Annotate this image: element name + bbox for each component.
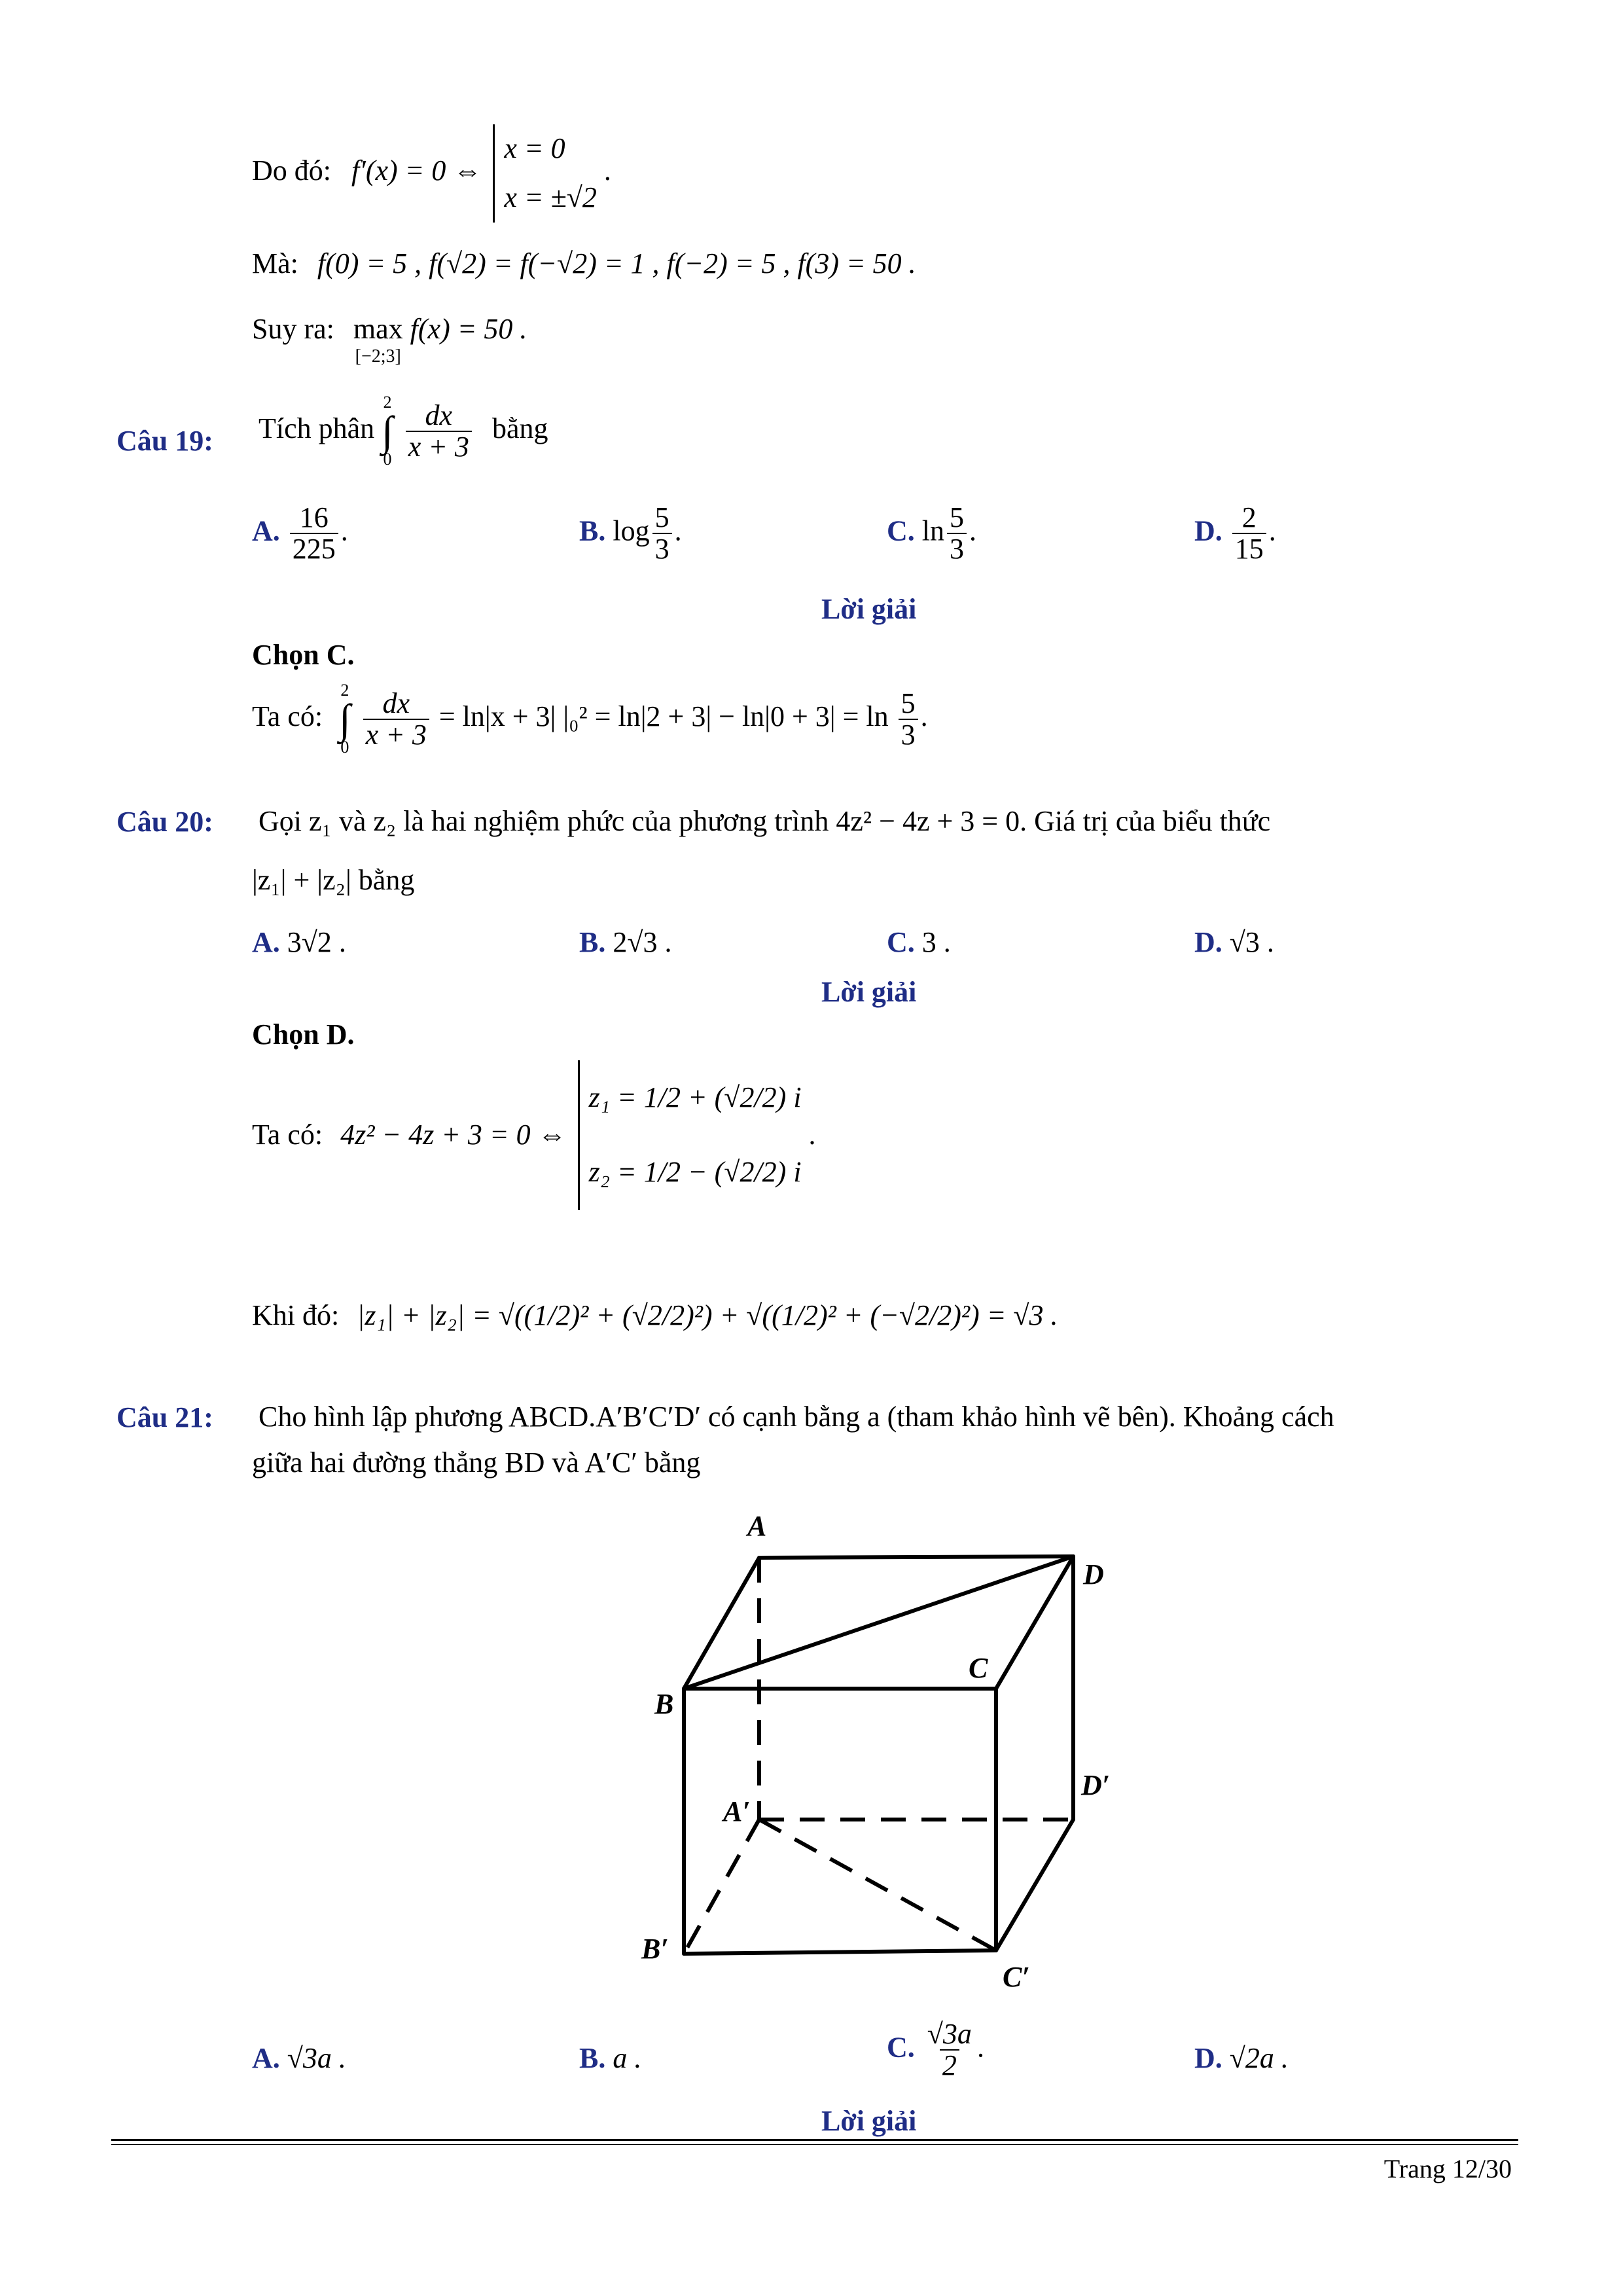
q20-roots [578,1060,802,1210]
q19-ta-co: Ta có: [252,700,323,732]
q21-choice-b-text: a . [613,2042,642,2074]
q19-solution-line: Ta có: 2 ∫ 0 $\frac{dx}{x + 3}$ = ln|x + 3| |₀² = ln|2 + 3| − ln|0 + 3| = ln $\frac{5}{3}$ . [252,681,928,757]
ma-values: f(0) = 5 , f(√2) = f(−√2) = 1 , f(−2) = 5 , f(3) = 50 . [317,247,916,279]
q20-root2: z₂ = 1/2 − (√2/2) i [588,1156,802,1189]
q21-stem-line2: giữa hai đường thẳng BD và A′C′ bằng [252,1446,701,1479]
q21-choice-a-text: √3a . [287,2042,346,2074]
q20-choice-d-label: D. [1194,926,1222,958]
edge-A1B1 [684,1820,759,1954]
q20-chosen: Chọn D. [252,1018,355,1050]
q19-a-den: 225 [290,533,338,564]
q19-frac-num: dx [425,399,453,431]
edge-C1D1 [996,1820,1073,1950]
q21-solution-title: Lời giải [821,2105,917,2137]
label-D: D [1083,1558,1104,1590]
q19-sol-num: 5 [901,687,916,719]
q21-c-num: √3a [927,2018,972,2050]
q20-choice-a-text: 3√2 . [287,926,346,958]
diag-BD [684,1556,1073,1689]
q19-d-den: 15 [1232,533,1266,564]
q19-sol-int-upper: 2 [340,681,349,700]
q20-choice-d-text: √3 . [1229,926,1274,958]
label-C: C [969,1652,988,1684]
q21-choice-a-label: A. [252,2042,280,2074]
do-do-eq: f′(x) = 0 ⇔ [351,154,482,187]
q19-c-prefix: ln [921,514,945,547]
edge-DC [996,1556,1073,1689]
q19-b-den: 3 [652,533,672,564]
suy-ra-label: Suy ra: [252,313,334,345]
q19-int-upper: 2 [383,393,392,412]
q19-stem [259,393,548,469]
q19-choice-a-label: A. [252,514,280,547]
q19-c-den: 3 [947,533,967,564]
q21-choice-b-label: B. [579,2042,606,2074]
do-do-line: Do đó: f′(x) = 0 ⇔ x = 0 x = ±√2 . [252,124,611,223]
label-C1: C′ [1003,1961,1030,1993]
q21-choice-b[interactable] [579,2042,641,2075]
label-B: B [654,1688,674,1720]
q20-choice-a-label: A. [252,926,280,958]
q20-choice-d[interactable] [1194,926,1274,960]
q19-integral: 2 ∫ 0 [382,393,393,469]
q19-a-num: 16 [299,501,329,533]
q19-b-prefix: log [613,514,650,547]
edge-B1C1 [684,1950,996,1954]
ma-line [252,247,916,281]
q21-choice-d[interactable] [1194,2042,1289,2075]
label-D1: D′ [1081,1769,1111,1801]
edge-AB [684,1558,759,1689]
do-do-case2: x = ±√2 [504,181,597,213]
q20-khi-do: Khi đó: [252,1299,340,1331]
label-B1: B′ [641,1933,669,1965]
q19-d-num: 2 [1241,501,1257,533]
q19-c-num: 5 [950,501,965,533]
q20-stem-line1: Gọi z₁ và z₂ là hai nghiệm phức của phương trình 4z² − 4z + 3 = 0. Giá trị của biểu thức [259,805,1271,837]
q19-stem-start: Tích phân [259,412,375,444]
q20-equation: 4z² − 4z + 3 = 0 ⇔ [340,1119,567,1151]
q20-choice-b-label: B. [579,926,606,958]
label-A: A [747,1510,767,1542]
q19-number: Câu 19: [116,425,213,457]
q20-choice-c-label: C. [887,926,915,958]
q19-stem-end: bằng [491,412,548,444]
q19-sol-frac-den: x + 3 [363,719,429,750]
q19-b-num: 5 [654,501,669,533]
q20-solution-title: Lời giải [821,976,917,1008]
q20-choice-c[interactable] [887,926,951,960]
edge-AD [759,1556,1073,1558]
q20-stem-line2: |z₁| + |z₂| bằng [252,864,415,896]
q19-frac-den: x + 3 [406,431,472,462]
q20-choice-b[interactable] [579,926,672,960]
footer-rule-top [111,2139,1518,2141]
do-do-cases [493,124,597,223]
q21-choice-c[interactable]: C. $\frac{√3a}{2}$ . [887,2018,984,2082]
q20-choice-c-text: 3 . [921,926,951,958]
q19-chosen: Chọn C. [252,639,355,671]
page-number: Trang 12/30 [1383,2154,1512,2183]
q19-solution-title: Lời giải [821,593,917,625]
suy-ra-max: max [353,313,403,345]
q19-choice-a[interactable]: A. $\frac{16}{225}$ . [252,501,348,565]
q20-choice-b-text: 2√3 . [613,926,672,958]
q20-ta-co: Ta có: [252,1119,323,1151]
q21-choice-c-label: C. [887,2031,915,2064]
q21-choice-d-text: √2a . [1229,2042,1289,2074]
q20-number: Câu 20: [116,806,213,838]
q19-solution-eq: = ln|x + 3| |₀² = ln|2 + 3| − ln|0 + 3| = ln [438,700,889,732]
q19-sol-frac-num: dx [382,687,410,719]
footer-rule-bottom [111,2144,1518,2145]
q19-choice-d-label: D. [1194,514,1222,547]
q19-sol-den: 3 [899,719,918,750]
q19-choice-c-label: C. [887,514,915,547]
q19-choice-b[interactable]: B. log $\frac{5}{3}$ . [579,501,682,565]
q21-choice-a[interactable] [252,2042,346,2075]
q19-choice-d[interactable]: D. $\frac{2}{15}$ . [1194,501,1276,565]
diag-A1C1 [759,1820,996,1950]
q20-khi-do-line [252,1299,1058,1333]
q20-root1: z₁ = 1/2 + (√2/2) i [588,1081,802,1113]
label-A1: A′ [723,1795,751,1827]
ma-label: Mà: [252,247,298,279]
q21-stem-line1: Cho hình lập phương ABCD.A′B′C′D′ có cạnh bằng a (tham khảo hình vẽ bên). Khoảng cách [259,1401,1334,1433]
q21-number: Câu 21: [116,1401,213,1433]
q20-choice-a[interactable] [252,926,346,960]
do-do-label: Do đó: [252,154,331,187]
q21-c-den: 2 [940,2049,959,2081]
q19-choice-c[interactable]: C. ln $\frac{5}{3}$ . [887,501,977,565]
q20-ta-co-line: Ta có: 4z² − 4z + 3 = 0 ⇔ z₁ = 1/2 + (√2/2) i z₂ = 1/2 − (√2/2) i . [252,1060,816,1210]
q19-sol-int-lower: 0 [340,738,349,757]
suy-ra-sub: [−2;3] [355,346,401,367]
q21-choice-d-label: D. [1194,2042,1222,2074]
suy-ra-line [252,313,527,367]
q19-choice-b-label: B. [579,514,606,547]
q20-khi-do-eq: |z₁| + |z₂| = √((1/2)² + (√2/2)²) + √((1/2)² + (−√2/2)²) = √3 . [357,1299,1058,1331]
do-do-case1: x = 0 [504,132,565,164]
q19-int-lower: 0 [383,450,392,469]
suy-ra-rest: f(x) = 50 . [410,313,527,345]
cube-figure [615,1492,1152,2003]
